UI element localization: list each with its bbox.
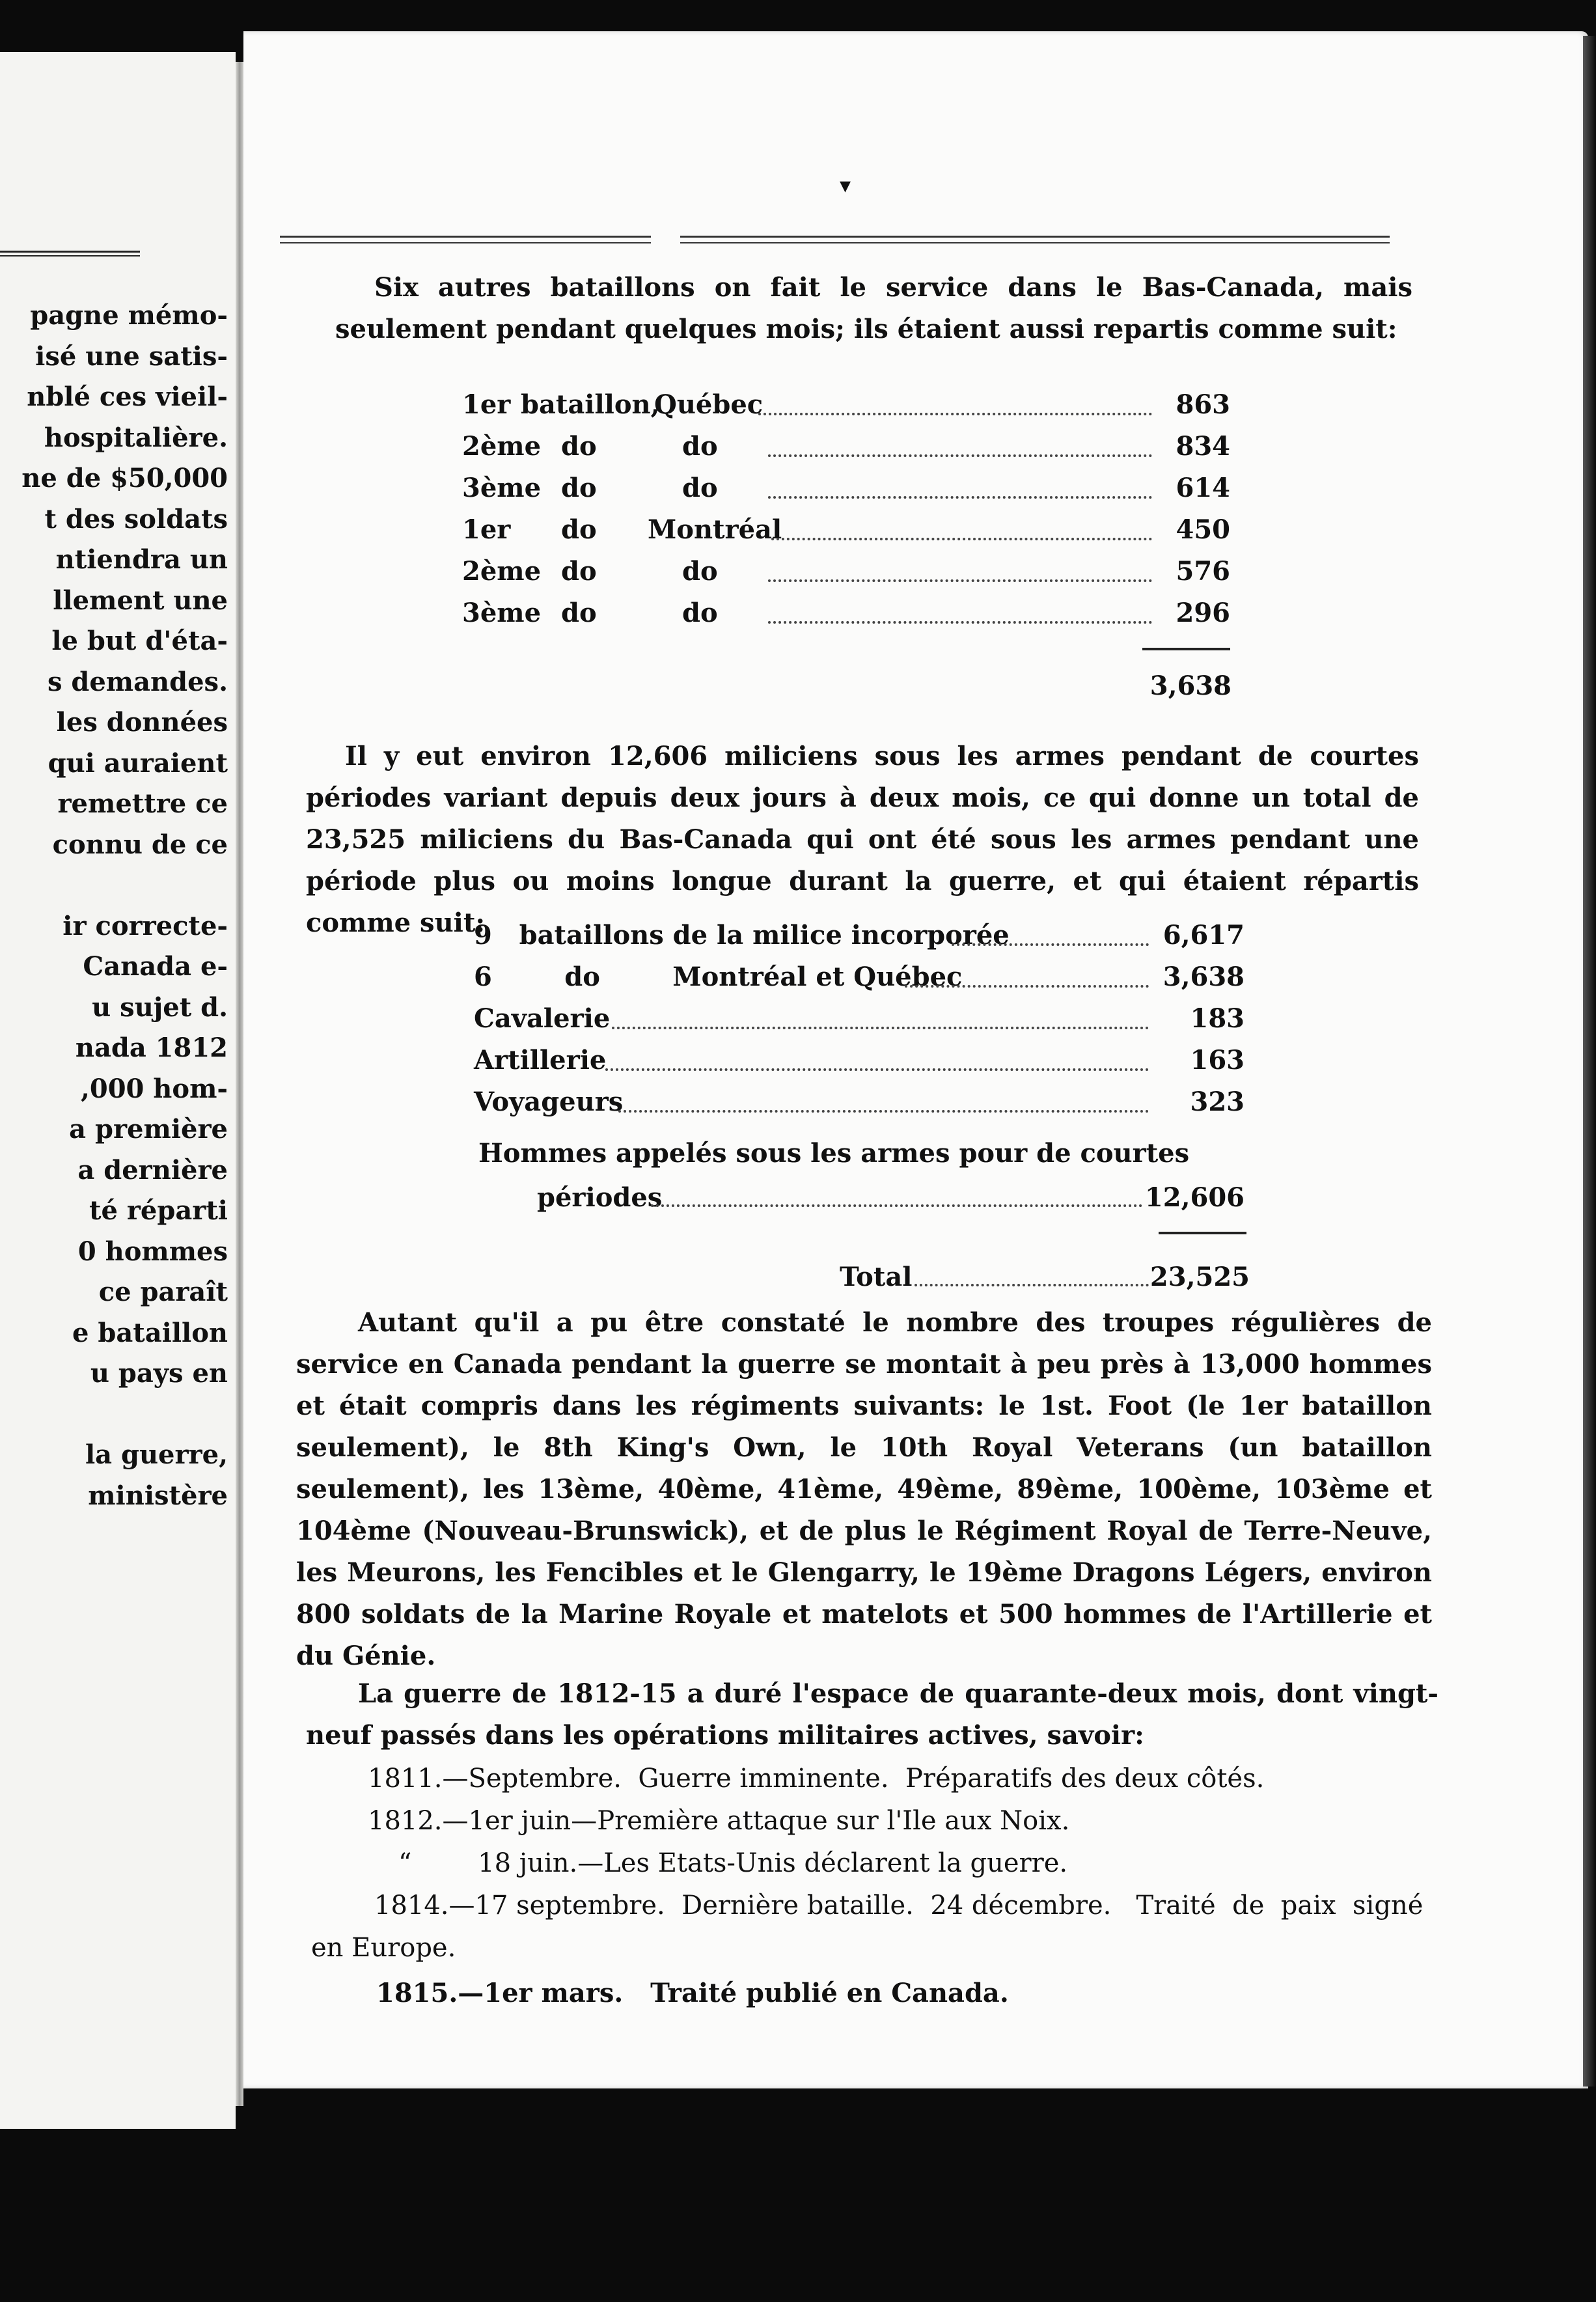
- battalion-unit: do: [561, 598, 597, 628]
- militia-paragraph: [306, 736, 1419, 944]
- left-page-line: ntiendra un: [55, 544, 228, 575]
- left-page: [0, 52, 236, 2129]
- battalion-leader: [768, 579, 1152, 582]
- battalion-rank: 1er: [462, 514, 511, 545]
- battalion-rank: 1er: [462, 389, 511, 420]
- battalion-unit: do: [561, 514, 597, 545]
- militia-value: 6,617: [1163, 920, 1245, 950]
- militia-value: 163: [1190, 1045, 1245, 1075]
- chronology-entry: en Europe.: [311, 1933, 456, 1963]
- left-page-line: a dernière: [77, 1154, 228, 1186]
- battalion-place: do: [682, 473, 718, 503]
- left-page-line: 0 hommes: [77, 1236, 228, 1267]
- battalion-place: Québec: [654, 389, 764, 420]
- total-label: Total: [840, 1262, 913, 1292]
- left-page-line: nada 1812: [75, 1033, 228, 1063]
- militia-short-value: 12,606: [1144, 1182, 1245, 1213]
- chronology-entry: 1811.—Septembre. Guerre imminente. Préparatifs des deux côtés.: [368, 1764, 1265, 1794]
- battalion-leader: [771, 538, 1152, 540]
- page-mark: ▾: [840, 173, 851, 199]
- left-page-line: pagne mémo-: [30, 300, 228, 331]
- left-page-line: e bataillon: [72, 1317, 228, 1348]
- battalion-value: 576: [1176, 556, 1230, 587]
- battalion-value: 450: [1176, 514, 1230, 545]
- intro-text: Six autres bataillons on fait le service dans le Bas-Canada, mais seulement pendant quelques mois; ils étaient aussi repartis comme suit:: [335, 272, 1412, 344]
- battalion-place: Montréal: [648, 514, 782, 545]
- battalion-leader: [768, 621, 1152, 624]
- battalion-value: 834: [1176, 431, 1230, 462]
- left-page-line: les données: [56, 707, 228, 738]
- battalion-unit: do: [561, 431, 597, 462]
- page-edge-shadow: [1583, 36, 1596, 2087]
- militia-text: Il y eut environ 12,606 miliciens sous les armes pendant de courtes périodes variant depuis deux jours à deux mois, ce qui donne un total de 23,525 miliciens du Bas-Canada qui ont été sous les armes pendant une période plus ou moins longue durant la guerre, et qui étaient répartis comme suit:: [306, 741, 1419, 938]
- header-rule-left: [280, 236, 651, 243]
- militia-value: 323: [1190, 1087, 1245, 1117]
- left-page-line: le but d'éta-: [51, 626, 228, 656]
- battalion-value: 863: [1176, 389, 1230, 420]
- militia-label: 6 do Montréal et Québec: [474, 962, 963, 992]
- battalion-unit: do: [561, 556, 597, 587]
- battalion-place: do: [682, 556, 718, 587]
- militia-label: Voyageurs: [474, 1087, 624, 1117]
- battalion-unit: bataillon,: [521, 389, 660, 420]
- battalion-place: do: [682, 598, 718, 628]
- book-gutter: [236, 62, 243, 2106]
- left-page-line: u sujet d.: [92, 992, 228, 1023]
- left-page-line: Canada e-: [83, 951, 228, 982]
- left-page-line: ministère: [88, 1480, 228, 1511]
- left-page-line: s demandes.: [47, 666, 228, 697]
- left-page-line: té réparti: [89, 1195, 228, 1226]
- militia-label: 9 bataillons de la milice incorporée: [474, 920, 1010, 950]
- militia-label: Artillerie: [474, 1045, 607, 1075]
- left-page-line: la guerre,: [85, 1439, 228, 1470]
- left-page-line: llement une: [53, 585, 228, 616]
- left-page-line: u pays en: [90, 1358, 228, 1389]
- militia-value: 183: [1190, 1003, 1245, 1034]
- war-paragraph: [306, 1673, 1438, 1756]
- battalion-rank: 2ème: [462, 556, 542, 587]
- header-rule-right: [680, 236, 1390, 243]
- battalion-rank: 3ème: [462, 473, 542, 503]
- left-page-line: isé une satis-: [35, 340, 228, 372]
- left-page-line: ,000 hom-: [80, 1073, 228, 1104]
- militia-sum-line: [1159, 1232, 1246, 1234]
- militia-short-label-1: Hommes appelés sous les armes pour de courtes: [478, 1138, 1190, 1169]
- left-page-line: qui auraient: [48, 747, 228, 779]
- militia-leader: [605, 1068, 1149, 1071]
- militia-value: 3,638: [1163, 962, 1245, 992]
- battalion-unit: do: [561, 473, 597, 503]
- battalion-place: do: [682, 431, 718, 462]
- militia-short-label-2: périodes: [537, 1182, 663, 1213]
- regulars-paragraph: [296, 1302, 1432, 1677]
- left-page-line: a première: [69, 1114, 228, 1144]
- battalions-sum-line: [1142, 648, 1230, 650]
- left-page-line: nblé ces vieil-: [27, 381, 228, 412]
- battalion-value: 614: [1176, 473, 1230, 503]
- chronology-entry: “ 18 juin.—Les Etats-Unis déclarent la guerre.: [398, 1848, 1068, 1878]
- battalion-value: 296: [1176, 598, 1230, 628]
- left-page-line: hospitalière.: [44, 422, 228, 453]
- militia-leader: [612, 1027, 1149, 1029]
- militia-short-leader: [651, 1204, 1142, 1207]
- battalion-leader: [768, 496, 1152, 499]
- war-text: La guerre de 1812-15 a duré l'espace de quarante-deux mois, dont vingt-neuf passés dans les opérations militaires actives, savoir:: [306, 1678, 1438, 1751]
- left-page-line: ce paraît: [98, 1277, 228, 1307]
- left-page-line: remettre ce: [57, 788, 228, 819]
- battalions-total: 3,638: [1149, 671, 1231, 701]
- battalion-rank: 3ème: [462, 598, 542, 628]
- intro-paragraph: [335, 267, 1412, 350]
- left-page-line: connu de ce: [52, 829, 228, 860]
- total-value: 23,525: [1149, 1262, 1250, 1292]
- battalion-leader: [758, 413, 1152, 415]
- left-page-line: t des soldats: [44, 503, 228, 534]
- militia-leader: [618, 1110, 1149, 1113]
- battalion-rank: 2ème: [462, 431, 542, 462]
- chronology-entry: 1815.—1er mars. Traité publié en Canada.: [376, 1978, 1009, 2008]
- chronology-entry: 1814.—17 septembre. Dernière bataille. 24 décembre. Traité de paix signé: [374, 1891, 1424, 1921]
- chronology-entry: 1812.—1er juin—Première attaque sur l'Ile aux Noix.: [368, 1806, 1070, 1836]
- left-page-line: ne de $50,000: [21, 463, 228, 493]
- left-page-line: ir correcte-: [62, 910, 228, 941]
- left-page-rule: [0, 251, 140, 257]
- militia-label: Cavalerie: [474, 1003, 611, 1034]
- regulars-text: Autant qu'il a pu être constaté le nombre des troupes régulières de service en Canada pendant la guerre se montait à peu près à 13,000 hommes et était compris dans les régiments suivants: le 1st. Foot (le 1er bataillon seulement), le 8th King's Own, le 10th Royal Veterans (un bataillon seulement), les 13ème, 40ème, 41ème, 49ème, 89ème, 100ème, 103ème et 104ème (Nouveau-Brunswick), et de plus le Régiment Royal de Terre-Neuve, les Meurons, les Fencibles et le Glengarry, le 19ème Dragons Légers, environ 800 soldats de la Marine Royale et matelots et 500 hommes de l'Artillerie et du Génie.: [296, 1307, 1432, 1671]
- battalion-leader: [768, 454, 1152, 457]
